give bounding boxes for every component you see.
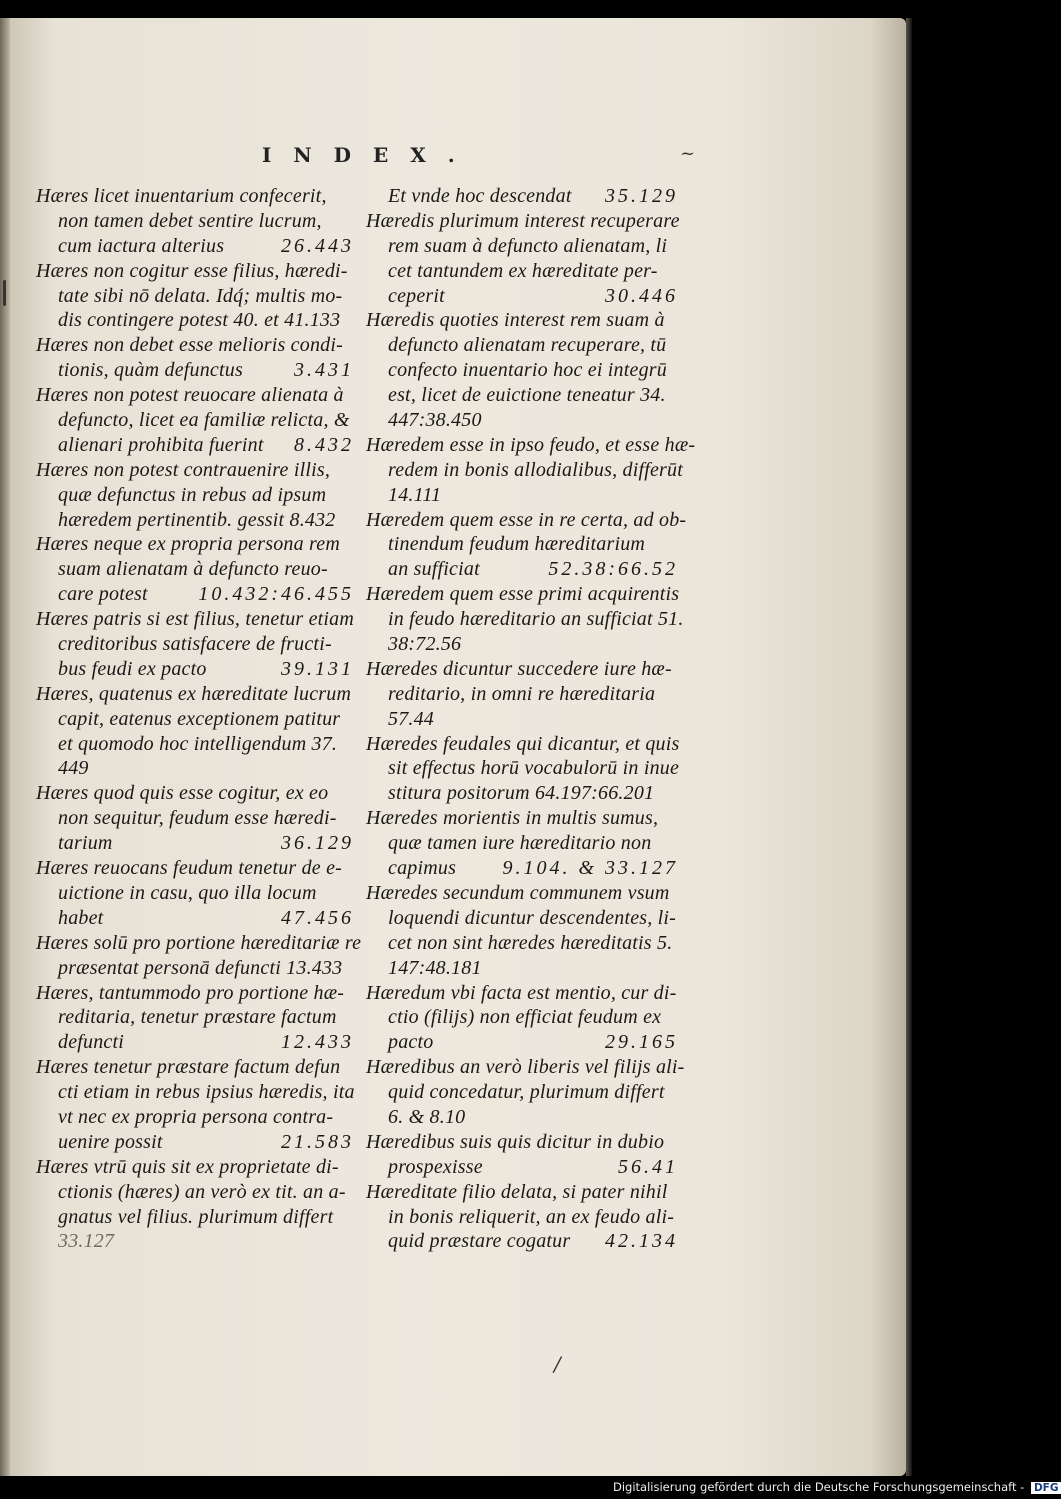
index-reference: 12.433 xyxy=(281,1031,354,1054)
index-line-text: defuncto alienatam recuperare, tū xyxy=(388,334,667,357)
index-line-text: uenire possit xyxy=(58,1130,163,1153)
index-line xyxy=(366,358,678,383)
index-line xyxy=(366,433,696,458)
index-line-text: Hæres non cogitur esse filius, hæredi- xyxy=(36,259,348,282)
index-line xyxy=(366,806,678,831)
index-line xyxy=(36,483,354,508)
index-line-text: ctio (filijs) non efficiat feudum ex xyxy=(388,1006,662,1029)
index-line-text: bus feudi ex pacto xyxy=(58,657,207,680)
index-line xyxy=(366,1005,678,1030)
index-line-text: 14.111 xyxy=(388,483,442,506)
index-line-text: Hæres reuocans feudum tenetur de e- xyxy=(36,857,343,880)
index-line xyxy=(36,358,354,383)
index-line xyxy=(366,308,678,333)
index-line xyxy=(36,1205,354,1230)
index-line xyxy=(366,582,678,607)
index-line xyxy=(36,259,354,284)
page-edge-shadow xyxy=(906,18,912,1476)
index-line-text: 449 xyxy=(58,757,89,780)
index-reference: 52.38:66.52 xyxy=(548,558,678,581)
index-line-text: tarium xyxy=(58,832,113,855)
index-line xyxy=(366,1080,678,1105)
index-line xyxy=(36,234,354,259)
index-line xyxy=(36,806,354,831)
index-reference: 26.443 xyxy=(281,234,354,257)
index-line xyxy=(36,931,362,956)
index-line-text: capit, eatenus exceptionem patitur xyxy=(58,707,341,730)
index-line xyxy=(36,582,354,607)
index-line xyxy=(366,532,678,557)
index-line xyxy=(366,906,678,931)
index-line-text: in feudo hæreditario an sufficiat 51. xyxy=(388,608,684,631)
index-reference: 30.446 xyxy=(605,284,678,307)
index-line-text: ceperit xyxy=(388,284,445,307)
index-line-text: cet tantundem ex hæreditate per- xyxy=(388,259,658,282)
index-reference: 36.129 xyxy=(281,832,354,855)
index-line xyxy=(36,308,354,333)
index-line xyxy=(366,1055,685,1080)
index-line xyxy=(366,1180,678,1205)
index-line-text: cet non sint hæredes hæreditatis 5. xyxy=(388,931,673,954)
index-line xyxy=(366,1030,678,1055)
index-line-text: Hæredibus an verò liberis vel filijs ali- xyxy=(366,1056,685,1079)
index-reference: 35.129 xyxy=(605,185,678,207)
index-line xyxy=(36,682,354,707)
index-line xyxy=(36,408,354,433)
index-column-right xyxy=(366,184,696,1254)
index-line xyxy=(36,707,354,732)
index-line-text: defuncti xyxy=(58,1031,125,1054)
index-line xyxy=(366,956,678,981)
index-line-text: 6. & 8.10 xyxy=(388,1105,466,1128)
index-line xyxy=(36,1180,354,1205)
index-line xyxy=(366,981,678,1006)
margin-mark xyxy=(3,280,6,306)
dfg-logo: DFG xyxy=(1031,1482,1061,1494)
index-line-text: Hæres vtrū quis sit ex proprietate di- xyxy=(36,1155,339,1178)
index-reference: 10.432:46.455 xyxy=(198,583,354,606)
index-line xyxy=(366,657,678,682)
index-line-text: Hæres tenetur præstare factum defun xyxy=(36,1056,341,1079)
index-line-text: prospexisse xyxy=(388,1155,483,1178)
index-line-text: Hæredes secundum communem vsum xyxy=(366,881,670,904)
index-line xyxy=(36,532,354,557)
index-line-text: reditario, in omni re hæreditaria xyxy=(388,682,656,705)
index-line-text: uictione in casu, quo illa locum xyxy=(58,881,317,904)
index-line xyxy=(36,1155,354,1180)
index-line xyxy=(366,458,683,483)
index-line-text: 447:38.450 xyxy=(388,409,482,432)
index-line xyxy=(36,1005,354,1030)
index-line xyxy=(36,333,354,358)
index-line-text: Hæredes dicuntur succedere iure hæ- xyxy=(366,657,672,680)
index-line xyxy=(36,856,354,881)
index-line-text: rem suam à defuncto alienatam, li xyxy=(388,234,668,257)
index-line xyxy=(36,1080,354,1105)
index-line-text: ctionis (hæres) an verò ex tit. an a- xyxy=(58,1180,346,1203)
index-line-text: Hæredis plurimum interest recuperare xyxy=(366,209,680,232)
index-reference: 42.134 xyxy=(605,1230,678,1253)
index-line-text: et quomodo hoc intelligendum 37. xyxy=(58,732,338,755)
index-line xyxy=(366,284,678,309)
index-line xyxy=(366,756,678,781)
index-line-text: Hæres non potest contrauenire illis, xyxy=(36,458,331,481)
index-reference: 29.165 xyxy=(605,1031,678,1054)
index-line xyxy=(36,458,354,483)
index-reference: 47.456 xyxy=(281,906,354,929)
index-line-text: Hæres, tantummodo pro portione hæ- xyxy=(36,981,345,1004)
index-line-text: Hæredem quem esse primi acquirentis xyxy=(366,583,680,606)
index-line xyxy=(366,508,687,533)
index-line xyxy=(366,259,678,284)
index-line-text: Hæres patris si est filius, tenetur etiam xyxy=(36,608,355,631)
index-line xyxy=(366,931,678,956)
index-line-text: Hæres non debet esse melioris condi- xyxy=(36,334,343,357)
index-reference: 9.104. & 33.127 xyxy=(502,857,678,880)
index-line xyxy=(36,781,354,806)
page-title: INDEX. xyxy=(262,143,477,167)
index-line xyxy=(36,632,354,657)
index-line xyxy=(36,906,354,931)
index-line-text: Hæres quod quis esse cogitur, ex eo xyxy=(36,782,329,805)
index-line-text: redem in bonis allodialibus, differūt xyxy=(388,458,683,481)
index-line xyxy=(366,184,678,209)
index-line-text: Hæredes morientis in multis sumus, xyxy=(366,807,659,830)
index-line xyxy=(366,1130,678,1155)
index-line-text: an sufficiat xyxy=(388,558,480,581)
index-line-text: suam alienatam à defuncto reuo- xyxy=(58,558,328,581)
index-line xyxy=(366,1229,678,1254)
index-line xyxy=(366,881,678,906)
index-line xyxy=(36,383,354,408)
index-line-text: Hæredibus suis quis dicitur in dubio xyxy=(366,1130,665,1153)
index-line-text: Hæredes feudales qui dicantur, et quis xyxy=(366,732,680,755)
index-line xyxy=(366,856,678,881)
index-reference: 3.431 xyxy=(294,359,354,382)
index-line xyxy=(36,508,354,533)
index-line-text: hæredem pertinentib. gessit 8.432 xyxy=(58,508,336,531)
index-line xyxy=(366,483,678,508)
index-line-text: cum iactura alterius xyxy=(58,234,225,257)
index-line-text: confecto inuentario hoc ei integrū xyxy=(388,359,667,382)
index-line-text: 57.44 xyxy=(388,707,434,730)
index-line xyxy=(36,732,354,757)
index-reference: 39.131 xyxy=(281,657,354,680)
footer-credit xyxy=(613,1480,1061,1494)
index-line-text: est, licet de euictione teneatur 34. xyxy=(388,384,666,407)
index-line xyxy=(366,408,678,433)
index-line-text: creditoribus satisfacere de fructi- xyxy=(58,633,332,656)
index-line-text: alienari prohibita fuerint xyxy=(58,433,264,456)
index-line-text: Hæredem esse in ipso feudo, et esse hæ- xyxy=(366,433,696,456)
index-line-text: Hæredum vbi facta est mentio, cur di- xyxy=(366,981,677,1004)
index-line xyxy=(366,732,678,757)
index-line-text: defuncto, licet ea familiæ relicta, & xyxy=(58,409,350,432)
index-line xyxy=(366,781,678,806)
index-line xyxy=(366,1155,678,1180)
book-spine-shadow xyxy=(0,18,10,1476)
index-line-text: reditaria, tenetur præstare factum xyxy=(58,1006,337,1029)
index-line-text: quæ tamen iure hæreditario non xyxy=(388,832,652,855)
page-mark: / xyxy=(554,1352,561,1376)
index-line-text: pacto xyxy=(388,1031,434,1054)
index-line-text: gnatus vel filius. plurimum differt xyxy=(58,1205,334,1228)
index-line-text: loquendi dicuntur descendentes, li- xyxy=(388,906,677,929)
index-line xyxy=(36,831,354,856)
index-line xyxy=(366,234,678,259)
index-reference: 56.41 xyxy=(618,1155,678,1178)
index-line xyxy=(36,209,354,234)
index-line xyxy=(36,881,354,906)
index-line-text: 147:48.181 xyxy=(388,956,482,979)
index-line xyxy=(36,607,354,632)
index-line-text: non tamen debet sentire lucrum, xyxy=(58,209,322,232)
index-line-text: Hæres non potest reuocare alienata à xyxy=(36,384,344,407)
index-line-text: stitura positorum 64.197:66.201 xyxy=(388,782,655,805)
index-line-text: capimus xyxy=(388,857,457,880)
index-line xyxy=(366,557,678,582)
index-line-text: quæ defunctus in rebus ad ipsum xyxy=(58,483,327,506)
index-line xyxy=(36,1030,354,1055)
index-reference: 21.583 xyxy=(281,1130,354,1153)
index-line-text: Hæres licet inuentarium confecerit, xyxy=(36,185,327,207)
index-line xyxy=(366,607,684,632)
index-line-text: quid concedatur, plurimum differt xyxy=(388,1081,665,1104)
index-line-text: dis contingere potest 40. et 41.133 xyxy=(58,309,341,332)
index-line-text: sit effectus horū vocabulorū in inue xyxy=(388,757,680,780)
index-line-text: cti etiam in rebus ipsius hæredis, ita xyxy=(58,1081,355,1104)
index-line-text: tionis, quàm defunctus xyxy=(58,359,243,382)
index-line-text: Hæreditate filio delata, si pater nihil xyxy=(366,1180,668,1203)
index-line-text: habet xyxy=(58,906,104,929)
footer-text: Digitalisierung gefördert durch die Deutsche Forschungsgemeinschaft - xyxy=(613,1480,1025,1494)
index-line xyxy=(366,632,678,657)
index-line-text: Hæredem quem esse in re certa, ad ob- xyxy=(366,508,687,531)
index-line-text: care potest xyxy=(58,583,148,606)
index-line-text: Et vnde hoc descendat xyxy=(388,185,572,207)
index-line xyxy=(36,1130,354,1155)
index-line xyxy=(366,707,678,732)
index-line-text: Hæres neque ex propria persona rem xyxy=(36,533,340,556)
index-line xyxy=(36,1229,354,1254)
index-line xyxy=(366,682,678,707)
index-line-text: 33.127 xyxy=(58,1230,115,1253)
index-line xyxy=(36,1105,354,1130)
index-line xyxy=(366,383,678,408)
index-line xyxy=(36,284,354,309)
index-line xyxy=(36,184,354,209)
header-ornament: ~ xyxy=(680,143,696,164)
index-line-text: vt nec ex propria persona contra- xyxy=(58,1105,334,1128)
index-line xyxy=(366,333,678,358)
index-column-left xyxy=(36,184,362,1254)
index-line xyxy=(36,981,354,1006)
index-line xyxy=(36,756,354,781)
index-line xyxy=(366,1205,678,1230)
index-line xyxy=(36,557,354,582)
index-line xyxy=(366,1105,678,1130)
index-line-text: tinendum feudum hæreditarium xyxy=(388,533,646,556)
index-line xyxy=(36,956,354,981)
index-line-text: in bonis reliquerit, an ex feudo ali- xyxy=(388,1205,675,1228)
index-line-text: Hæredis quoties interest rem suam à xyxy=(366,309,665,332)
index-line-text: quid præstare cogatur xyxy=(388,1230,571,1253)
index-line-text: 38:72.56 xyxy=(388,633,462,656)
index-line-text: non sequitur, feudum esse hæredi- xyxy=(58,807,337,830)
index-line-text: præsentat personā defuncti 13.433 xyxy=(58,956,343,979)
index-line xyxy=(36,433,354,458)
index-line xyxy=(366,831,678,856)
index-line xyxy=(36,1055,354,1080)
index-line-text: Hæres solū pro portione hæreditariæ re xyxy=(36,931,362,954)
index-line xyxy=(36,657,354,682)
index-line-text: tate sibi nō delata. Idq́; multis mo- xyxy=(58,284,343,307)
index-line xyxy=(366,209,678,234)
index-line-text: Hæres, quatenus ex hæreditate lucrum xyxy=(36,682,352,705)
index-reference: 8.432 xyxy=(294,433,354,456)
